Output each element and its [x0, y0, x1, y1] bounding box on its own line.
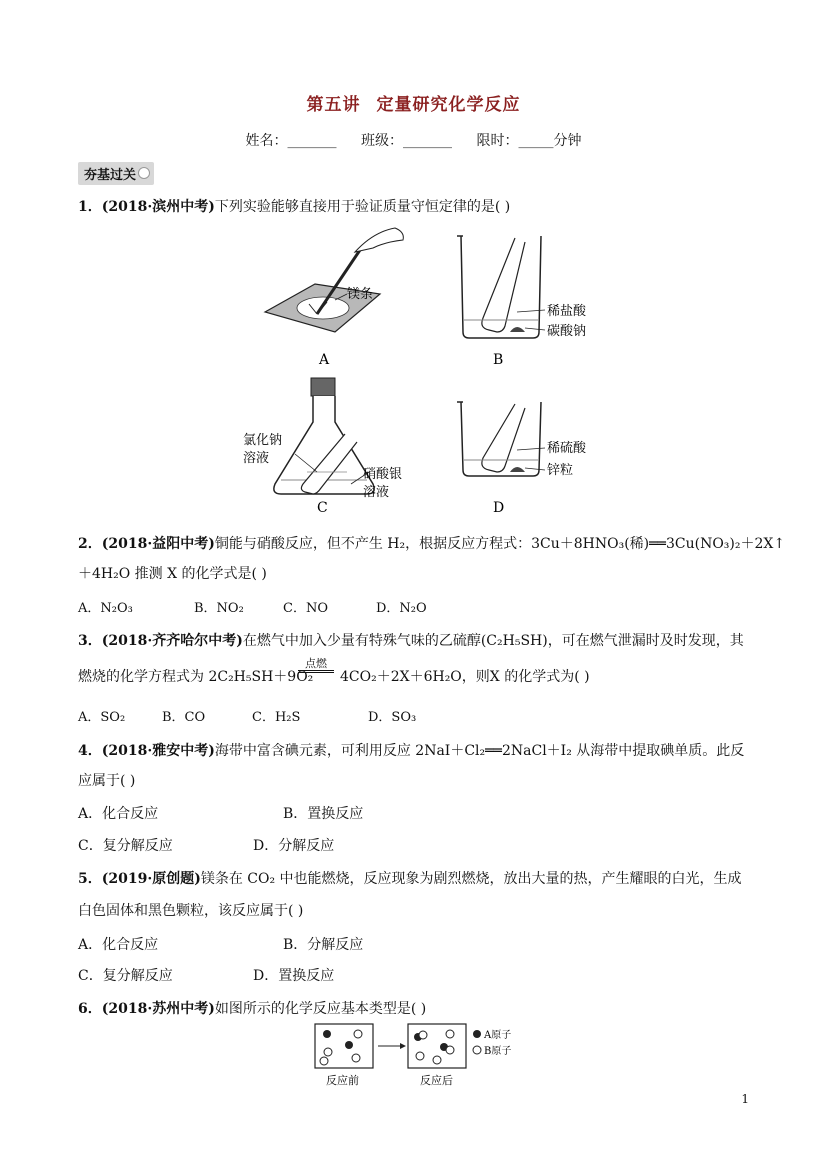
q5-option-c: C．复分解反应	[78, 968, 173, 984]
q3-line2b: 4CO₂＋2X＋6H₂O，则X 的化学式为( )	[340, 669, 590, 685]
question-3	[78, 630, 744, 650]
student-info	[0, 130, 827, 150]
label-c: C	[317, 500, 328, 516]
q3-line2a: 燃烧的化学方程式为 2C₂H₅SH＋9O₂	[78, 669, 314, 685]
label-hcl: 稀盐酸	[547, 304, 587, 319]
q6-source: (2018·苏州中考)	[101, 1001, 215, 1017]
q2-line2: ＋4H₂O 推测 X 的化学式是( )	[78, 566, 267, 582]
label-b: B	[493, 352, 504, 368]
q3-option-a: A．SO₂	[78, 710, 126, 725]
legend-b-dot	[473, 1046, 481, 1054]
class-field: 班级：_______	[361, 133, 452, 149]
q5-line2: 白色固体和黑色颗粒，该反应属于( )	[78, 903, 304, 919]
label-before: 反应前	[326, 1074, 359, 1087]
q4-number: 4．	[78, 743, 102, 759]
q4-line1: 海带中富含碘元素，可利用反应 2NaI＋Cl₂══2NaCl＋I₂ 从海带中提取碘单质。此反	[214, 743, 745, 759]
label-zn: 锌粒	[547, 463, 574, 478]
q3-number: 3．	[78, 633, 102, 649]
label-a: A	[319, 352, 330, 368]
q4-option-d: D．分解反应	[253, 838, 335, 854]
q5-option-d: D．置换反应	[253, 968, 335, 984]
q5-option-b: B．分解反应	[283, 937, 364, 953]
q1-source: (2018·滨州中考)	[101, 199, 215, 215]
q5-option-a: A．化合反应	[78, 937, 159, 953]
q2-option-c: C．NO	[283, 601, 328, 616]
q2-source: (2018·益阳中考)	[101, 536, 215, 552]
q5-source: (2019·原创题)	[101, 871, 201, 887]
q6-text: 如图所示的化学反应基本类型是( )	[214, 1001, 427, 1017]
question-4	[78, 740, 744, 760]
q4-line2: 应属于( )	[78, 773, 136, 789]
q2-option-b: B．NO₂	[194, 601, 244, 616]
question-5	[78, 868, 742, 888]
q3-condition: 点燃	[298, 657, 334, 673]
q2-option-d: D．N₂O	[376, 601, 427, 616]
q1-figure	[243, 222, 595, 516]
time-field: 限时：_____分钟	[476, 133, 582, 149]
label-mg-ribbon: 镁条	[347, 287, 374, 302]
q2-option-a: A．N₂O₃	[78, 601, 133, 616]
q6-figure	[300, 1020, 530, 1088]
apparatus-c	[243, 378, 402, 516]
q3-line1: 在燃气中加入少量有特殊气味的乙硫醇(C₂H₅SH)，可在燃气泄漏时及时发现，其	[242, 633, 744, 649]
q3-source: (2018·齐齐哈尔中考)	[101, 633, 243, 649]
q4-option-b: B．置换反应	[283, 806, 364, 822]
label-na2co3: 碳酸钠	[547, 324, 587, 339]
q1-text: 下列实验能够直接用于验证质量守恒定律的是( )	[214, 199, 511, 215]
question-2	[78, 533, 785, 553]
q4-source: (2018·雅安中考)	[101, 743, 215, 759]
apparatus-a	[265, 228, 403, 368]
question-1	[78, 196, 510, 216]
q3-option-d: D．SO₃	[368, 710, 417, 725]
q3-option-c: C．H₂S	[252, 710, 301, 725]
label-h2so4: 稀硫酸	[547, 441, 587, 456]
label-d: D	[493, 500, 505, 516]
legend-b: B原子	[484, 1046, 512, 1057]
legend-a-dot	[473, 1030, 481, 1038]
question-6	[78, 998, 426, 1018]
lesson-number: 第五讲	[306, 95, 361, 115]
label-agno3: 硝酸银	[363, 467, 403, 482]
legend-a: A原子	[484, 1030, 512, 1041]
q6-number: 6．	[78, 1001, 102, 1017]
section-tag: 夯基过关	[78, 162, 154, 185]
label-nacl: 氯化钠	[243, 433, 283, 448]
q5-number: 5．	[78, 871, 102, 887]
q2-line1: 铜能与硝酸反应，但不产生 H₂，根据反应方程式：3Cu＋8HNO₃(稀)══3Cu(NO₃)₂＋2X↑	[214, 536, 786, 552]
label-after: 反应后	[420, 1074, 453, 1087]
q2-number: 2．	[78, 536, 102, 552]
q1-number: 1．	[78, 199, 102, 215]
name-field: 姓名：_______	[245, 133, 337, 149]
page-number: 1	[741, 1092, 749, 1106]
label-agno3-solution: 溶液	[363, 485, 390, 500]
q5-line1: 镁条在 CO₂ 中也能燃烧，反应现象为剧烈燃烧，放出大量的热，产生耀眼的白光，生成	[200, 871, 742, 887]
apparatus-d	[457, 402, 587, 516]
q3-option-b: B．CO	[162, 710, 206, 725]
label-nacl-solution: 溶液	[243, 451, 270, 466]
apparatus-b	[457, 236, 587, 368]
arrow-icon	[400, 1043, 406, 1049]
lesson-title: 定量研究化学反应	[376, 95, 521, 115]
q4-option-a: A．化合反应	[78, 806, 159, 822]
page-title	[0, 90, 827, 115]
q4-option-c: C．复分解反应	[78, 838, 173, 854]
